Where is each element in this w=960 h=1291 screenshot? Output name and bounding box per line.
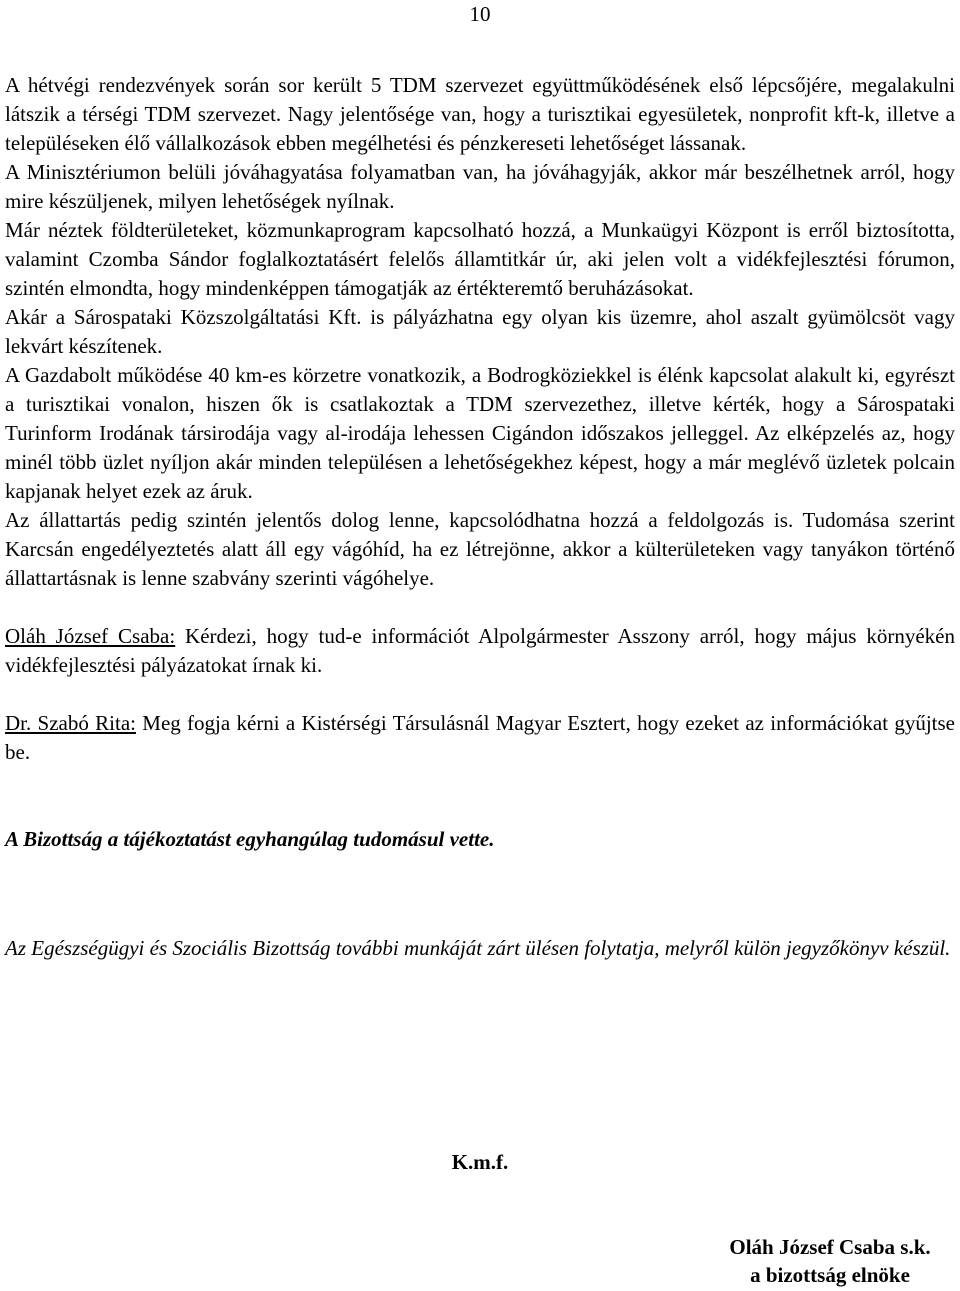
paragraph: Már néztek földterületeket, közmunkaprogram kapcsolható hozzá, a Munkaügyi Központ is erről biztosította, valamint Czomba Sándor foglalkoztatásért felelős államtitkár úr, aki jelen volt a vidékfejlesztési fórumon, szintén elmondta, hogy mindenképpen támogatják az értékteremtő beruházásokat. (5, 218, 955, 300)
spacer (5, 854, 955, 912)
signatory-name: Oláh József Csaba s.k. (729, 1235, 931, 1259)
closing-statement: Az Egészségügyi és Szociális Bizottság további munkáját zárt ülésen folytatja, melyről külön jegyzőkönyv készül. (5, 936, 951, 960)
paragraph: Akár a Sárospataki Közszolgáltatási Kft. is pályázhatna egy olyan kis üzemre, ahol aszalt gyümölcsöt vagy lekvárt készítenek. (5, 305, 955, 358)
spacer (5, 767, 955, 825)
spacer (5, 912, 955, 934)
speaker-name: Oláh József Csaba: (5, 624, 176, 648)
resolution: A Bizottság a tájékoztatást egyhangúlag tudomásul vette. (5, 827, 495, 851)
speaker-text: Kérdezi, hogy tud-e információt Alpolgármester Asszony arról, hogy május környékén vidékfejlesztési pályázatokat írnak ki. (5, 624, 955, 677)
kmf-mark: K.m.f. (451, 1150, 509, 1174)
speaker-statement (5, 622, 955, 680)
speaker-statement (5, 709, 955, 767)
spacer (5, 593, 955, 622)
signatory-title: a bizottság elnöke (750, 1263, 910, 1287)
paragraph: A Minisztériumon belüli jóváhagyatása folyamatban van, ha jóváhagyják, akkor már beszélhetnek arról, hogy mire készüljenek, milyen lehetőségek nyílnak. (5, 160, 955, 213)
page-number: 10 (469, 2, 491, 26)
signature-block (700, 1233, 960, 1289)
paragraph: A Gazdabolt működése 40 km-es körzetre vonatkozik, a Bodrogköziekkel is élénk kapcsolat alakult ki, egyrészt a turisztikai vonalon, hiszen ők is csatlakoztak a TDM szervezethez, illetve kérték, hogy a Sárospataki Turinform Irodának társirodája vagy al-irodája lehessen Cigándon időszakos jelleggel. Az elképzelés az, hogy minél több üzlet nyíljon akár minden településen a lehetőségekhez képest, hogy a már meglévő üzletek polcain kapjanak helyet ezek az áruk. (5, 363, 955, 503)
spacer (5, 680, 955, 709)
document-body (5, 71, 955, 963)
speaker-name: Dr. Szabó Rita: (5, 711, 136, 735)
speaker-text: Meg fogja kérni a Kistérségi Társulásnál Magyar Esztert, hogy ezeket az információkat gyűjtse be. (5, 711, 955, 764)
paragraph: Az állattartás pedig szintén jelentős dolog lenne, kapcsolódhatna hozzá a feldolgozás is. Tudomása szerint Karcsán engedélyeztetés alatt áll egy vágóhíd, ha ez létrejönne, akkor a külterületeken vagy tanyákon történő állattartásnak is lenne szabvány szerinti vágóhelye. (5, 508, 955, 590)
paragraph: A hétvégi rendezvények során sor került 5 TDM szervezet együttműködésének első lépcsőjére, megalakulni látszik a térségi TDM szervezet. Nagy jelentősége van, hogy a turisztikai egyesületek, nonprofit kft-k, illetve a településeken élő vállalkozások ebben megélhetési és pénzkereseti lehetőséget lássanak. (5, 73, 955, 155)
